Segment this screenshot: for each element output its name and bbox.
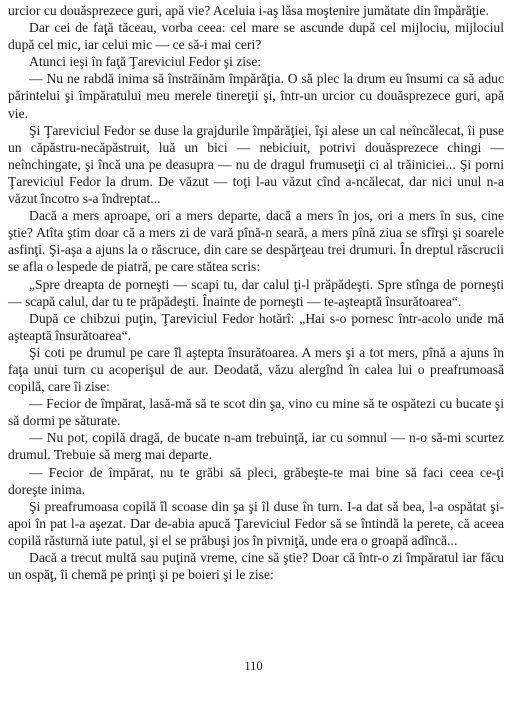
paragraph: — Nu ne rabdă inima să înstrăinăm împărăţia. O să plec la drum eu însumi ca să aduc părintelui şi împăratului meu merele tinereţii şi, într-un urcior cu douăsprezece guri, apă vie. xyxy=(8,71,504,121)
paragraph: Atunci ieşi în faţă Ţareviciul Fedor şi zise: xyxy=(29,54,262,70)
paragraph: urcior cu douăsprezece guri, apă vie? Aceluia i-aş lăsa moştenire jumătate din împărăţie. xyxy=(8,3,489,18)
paragraph: Şi Ţareviciul Fedor se duse la grajdurile împărăţiei, îşi alese un cal neîncălecat, îi puse un căpăstru-necăpăstruit, luă un bici — nebiciuit, potrivi douăsprezece chingi — neînchingate, şi încă una pe deasupra — nu de dragul frumuseţii ci al trăiniciei... Şi porni Ţareviciul Fedor la drum. De văzut — toţi l-au văzut cînd a-ncălecat, dar nici unul n-a văzut încotro s-a îndreptat... xyxy=(8,122,504,207)
page-number: 110 xyxy=(244,659,263,673)
paragraph: Dar cei de faţă tăceau, vorba ceea: cel mare se ascunde după cel mijlociu, mijlociul după cel mic, iar celui mic — ce să-i mai ceri? xyxy=(8,20,504,53)
paragraph: Şi coti pe drumul pe care îl aştepta însurătoarea. A mers şi a tot mers, pînă a ajuns în faţa unui turn cu acoperişul de aur. Deodată, văzu alergînd în calea lui o preafrumoasă copilă, care îi zise: xyxy=(8,344,504,395)
paragraph: Şi preafrumoasa copilă îl scoase din şa şi îl duse în turn. I-a dat să bea, l-a ospătat şi-apoi în pat l-a aşezat. Dar de-abia apucă Ţareviciul Fedor să se întindă la perete, că aceea copilă răsturnă iute patul, şi el se prăbuşi jos în pivniţă, unde era o groapă adîncă... xyxy=(8,498,504,548)
body-text xyxy=(8,2,504,583)
paragraph: — Nu pot, copilă dragă, de bucate n-am trebuinţă, iar cu somnul — n-o să-mi scurtez drumul. Trebuie să merg mai departe. xyxy=(8,430,504,463)
paragraph: — Fecior de împărat, lasă-mă să te scot din şa, vino cu mine să te ospătezi cu bucate şi să dormi pe săturate. xyxy=(8,396,504,429)
paragraph: — Fecior de împărat, nu te grăbi să pleci, grăbeşte-te mai bine să faci ceea ce-ţi doreşte inima. xyxy=(8,464,504,497)
paragraph: Dacă a mers aproape, ori a mers departe, dacă a mers în jos, ori a mers în sus, cine ştie? Atîta ştim doar că a mers zi de vară pînă-n seară, a mers pînă ziua se sfîrşi şi soarele asfinţi. Şi-aşa a ajuns la o răscruce, din care se despărţeau trei drumuri. În dreptul răscrucii se afla o lespede de piatră, pe care stătea scris: xyxy=(8,208,504,275)
paragraph: După ce chibzui puţin, Ţareviciul Fedor hotărî: „Hai s-o pornesc într-acolo unde mă aşteaptă însurătoarea“. xyxy=(8,310,504,343)
paragraph: „Spre dreapta de porneşti — scapi tu, dar calul ţi-l prăpădeşti. Spre stînga de porneşti — scapă calul, dar tu te prăpădeşti. Înainte de porneşti — te-aşteaptă însurătoarea“. xyxy=(8,276,504,309)
paragraph: Dacă a trecut multă sau puţină vreme, cine să ştie? Doar că într-o zi împăratul iar făcu un ospăţ, îi chemă pe prinţi şi pe boieri şi le zise: xyxy=(8,550,504,583)
